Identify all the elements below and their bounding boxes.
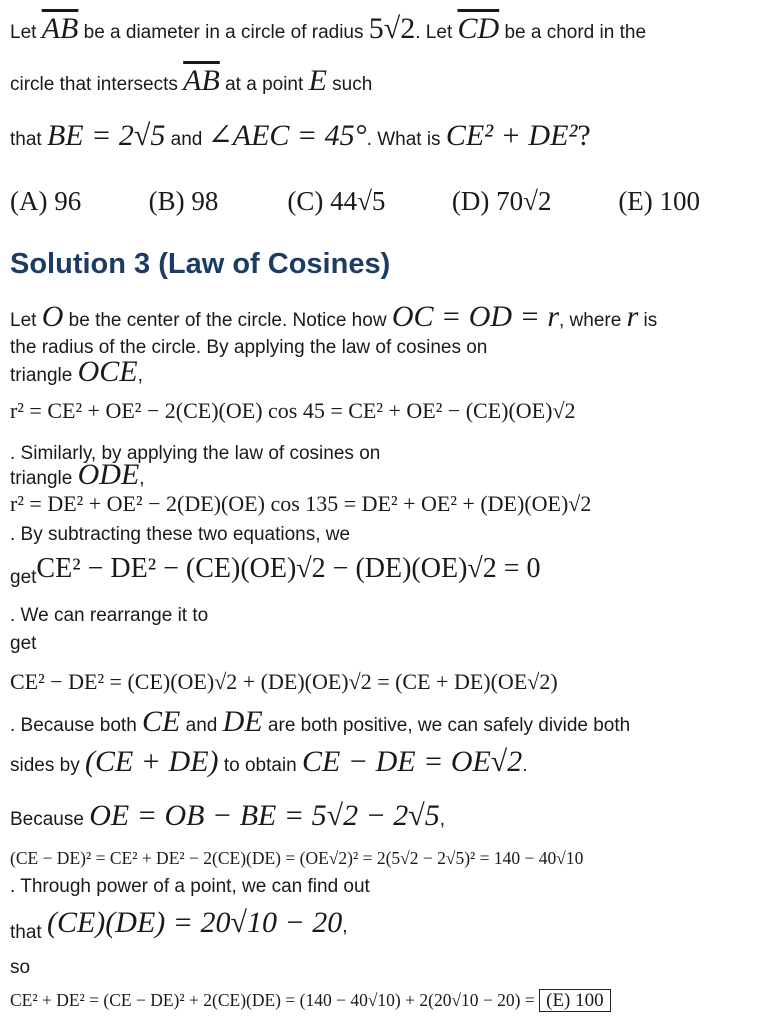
solution-line-14: that (CE)(DE) = 20√10 − 20, — [10, 906, 348, 943]
equation-law-of-cosines-oce: r² = CE² + OE² − 2(CE)(OE) cos 45 = CE² + OE² − (CE)(OE)√2 — [10, 398, 576, 423]
solution-line-7: getCE² − DE² − (CE)(OE)√2 − (DE)(OE)√2 = 0 — [10, 553, 541, 588]
solution-line-10: . Because both CE and DE are both positive, we can safely divide both — [10, 705, 631, 738]
radius-value: 5√2 — [368, 12, 416, 45]
choice-a: (A) 96 — [10, 186, 82, 216]
solution-line-5: triangle ODE, — [10, 458, 145, 491]
solution-line-4: . Similarly, by applying the law of cosines on — [10, 443, 381, 464]
equation-law-of-cosines-ode: r² = DE² + OE² − 2(DE)(OE) cos 135 = DE² + OE² + (DE)(OE)√2 — [10, 491, 592, 516]
problem-line-1: Let $\overline{AB}$ be a diameter in a circle of radius 5√2. Let $\overline{CD}$ be a chord in the — [10, 12, 647, 45]
problem-line-2: circle that intersects $\overline{AB}$ at a point E such — [10, 64, 373, 97]
equation-difference-squared: (CE − DE)² = CE² + DE² − 2(CE)(DE) = (OE√2)² = 2(5√2 − 2√5)² = 140 − 40√10 — [10, 848, 584, 868]
solution-line-15: so — [10, 957, 31, 978]
solution-line-8: . We can rearrange it to — [10, 605, 209, 626]
solution-line-3: triangle OCE, — [10, 355, 143, 388]
solution-line-12: Because OE = OB − BE = 5√2 − 2√5, — [10, 799, 446, 832]
final-answer-box: (E) 100 — [539, 989, 611, 1012]
solution-line-1: Let O be the center of the circle. Notice how OC = OD = r, where r is — [10, 300, 658, 333]
segment-ab: $\overline{AB}$ — [41, 12, 79, 45]
solution-line-6: . By subtracting these two equations, we — [10, 524, 351, 545]
choice-c: (C) 44√5 — [287, 186, 386, 216]
equation-final: CE² + DE² = (CE − DE)² + 2(CE)(DE) = (140 − 40√10) + 2(20√10 − 20) = (E) 100 — [10, 990, 757, 1012]
problem-line-3: that BE = 2√5 and ∠AEC = 45°. What is CE² + DE²? — [10, 119, 591, 152]
solution-line-9: get — [10, 633, 37, 654]
solution-line-13: . Through power of a point, we can find out — [10, 876, 370, 897]
choice-b: (B) 98 — [148, 186, 219, 216]
solution-line-2: the radius of the circle. By applying the law of cosines on — [10, 337, 488, 358]
solution-line-11: sides by (CE + DE) to obtain CE − DE = OE√2. — [10, 745, 528, 778]
power-of-point-result: (CE)(DE) = 20√10 − 20 — [46, 906, 343, 939]
answer-choices — [10, 186, 757, 217]
equation-rearranged: CE² − DE² = (CE)(OE)√2 + (DE)(OE)√2 = (CE + DE)(OE√2) — [10, 669, 558, 694]
solution-heading: Solution 3 (Law of Cosines) — [10, 248, 391, 280]
subtracted-equation: CE² − DE² − (CE)(OE)√2 − (DE)(OE)√2 = 0 — [36, 553, 541, 584]
choice-d: (D) 70√2 — [451, 186, 552, 216]
segment-cd: $\overline{CD}$ — [457, 12, 500, 45]
choice-e: (E) 100 — [618, 186, 701, 216]
